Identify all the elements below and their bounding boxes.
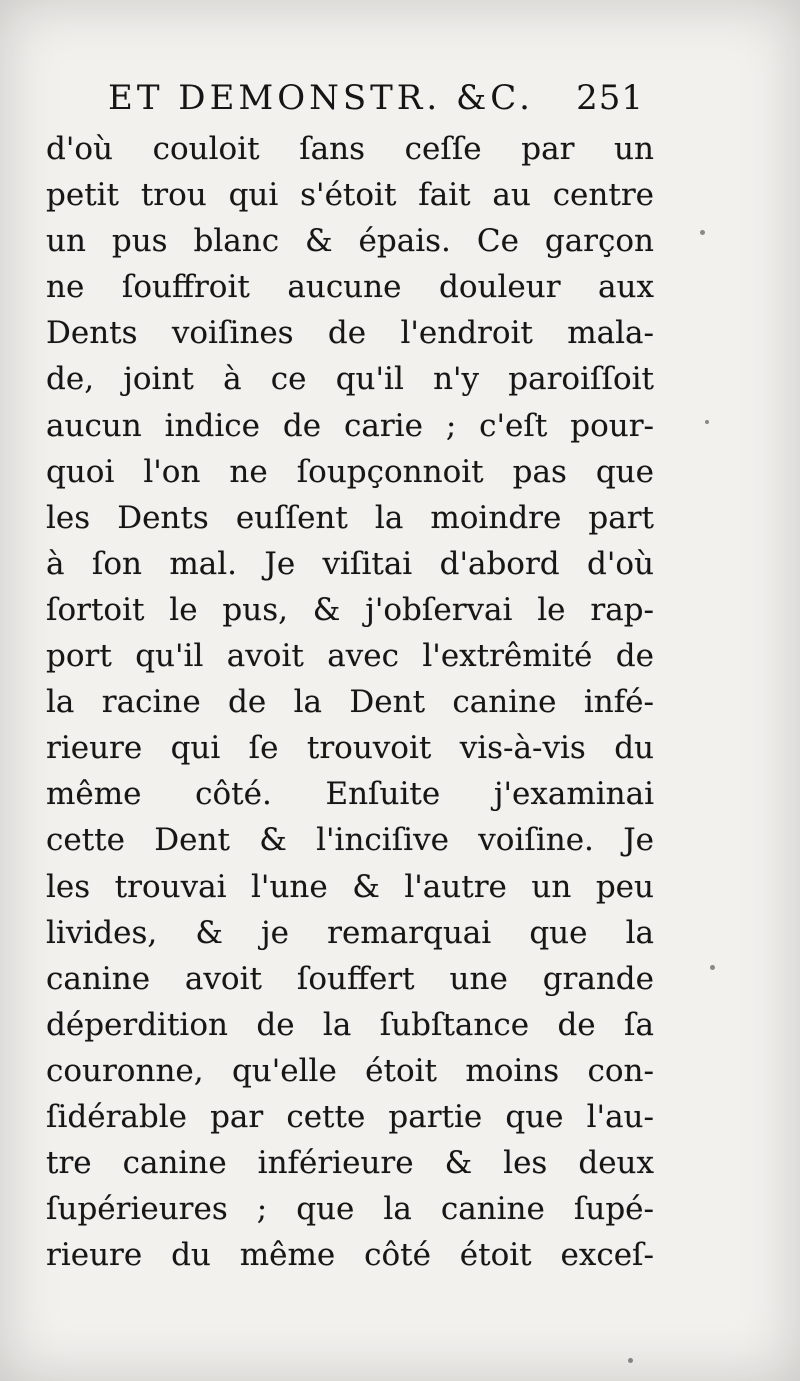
text-line: à ſon mal. Je viſitai d'abord d'où [46,545,654,582]
text-line: déperdition de la ſubſtance de ſa [46,1006,654,1043]
text-line: d'où couloit ſans ceſſe par un [46,131,654,167]
ink-speck [705,420,709,424]
text-line: de, joint à ce qu'il n'y paroiſſoit [46,361,654,398]
running-title: ET DEMONSTR. &C. [108,78,534,118]
ink-speck [710,965,715,970]
ink-speck [700,230,705,235]
text-line: couronne, qu'elle étoit moins con- [46,1052,654,1089]
text-line: un pus blanc & épais. Ce garçon [46,223,654,260]
text-line: tre canine inférieure & les deux [46,1145,654,1182]
text-line: aucun indice de carie ; c'eſt pour- [46,407,654,444]
text-line: ſupérieures ; que la canine ſupé- [46,1191,654,1228]
page-number: 251 [576,78,644,118]
text-line: rieure du même côté étoit exceſ- [46,1237,654,1274]
text-line: livides, & je remarquai que la [46,914,654,951]
text-line: les trouvai l'une & l'autre un peu [46,868,654,905]
text-line: ſortoit le pus, & j'obſervai le rap- [46,591,654,628]
text-line: rieure qui ſe trouvoit vis-à-vis du [46,730,654,767]
text-line: ne ſouffroit aucune douleur aux [46,269,654,306]
text-line: la racine de la Dent canine infé- [46,684,654,721]
text-line: même côté. Enſuite j'examinai [46,776,654,813]
text-line: ſidérable par cette partie que l'au- [46,1098,654,1135]
text-line: quoi l'on ne ſoupçonnoit pas que [46,453,654,490]
ink-speck [628,1358,633,1363]
text-line: Dents voiſines de l'endroit mala- [46,315,654,352]
text-line: petit trou qui s'étoit fait au centre [46,177,654,214]
text-line: cette Dent & l'inciſive voiſine. Je [46,822,654,859]
text-line: port qu'il avoit avec l'extrêmité de [46,638,654,675]
body-text [46,126,654,1278]
text-line: les Dents euſſent la moindre part [46,499,654,536]
text-line: canine avoit ſouffert une grande [46,960,654,997]
running-header [108,72,644,122]
